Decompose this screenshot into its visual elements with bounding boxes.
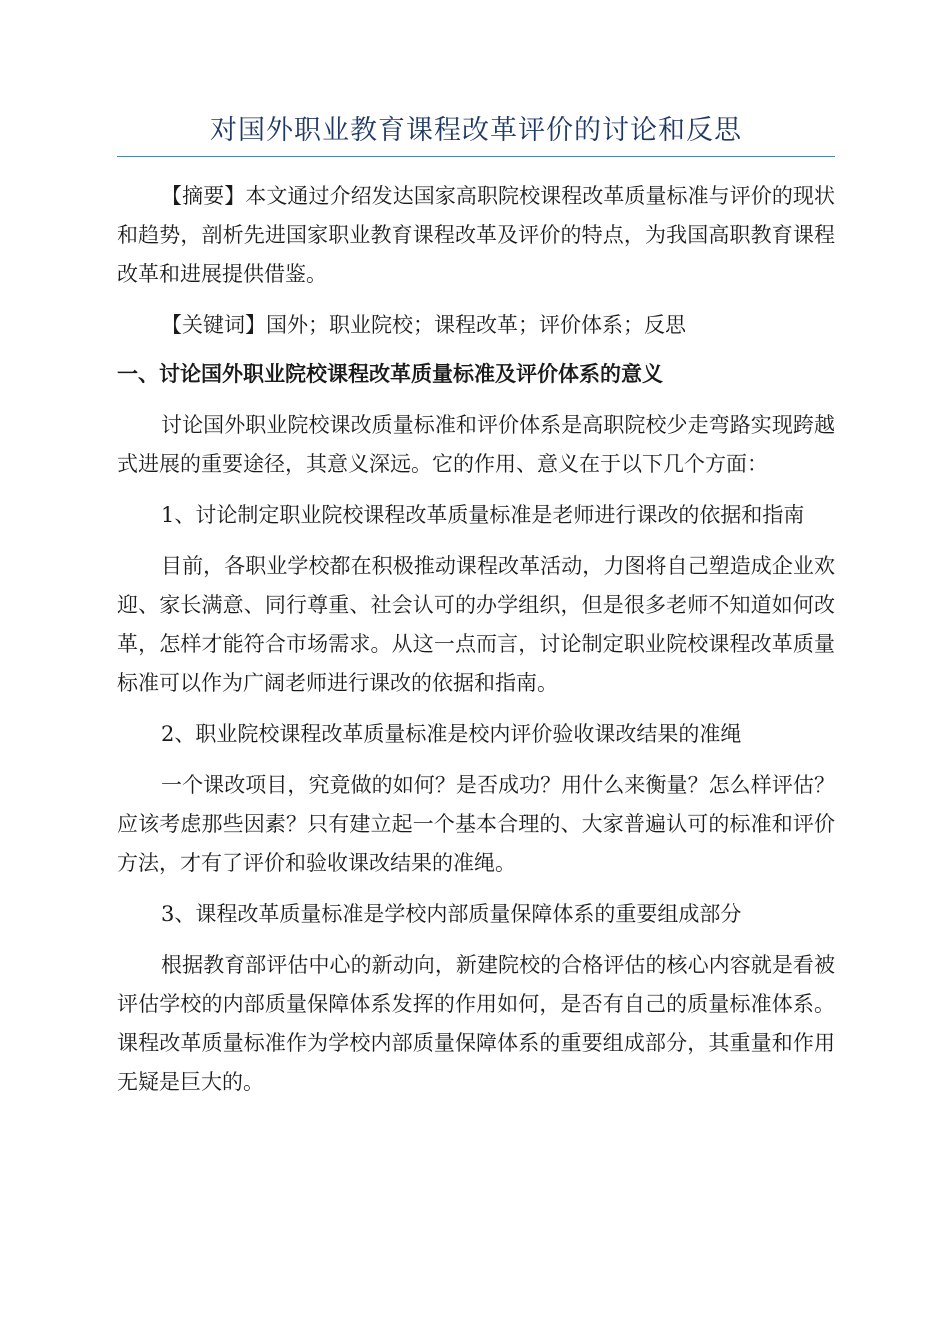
point-1-heading: 1、讨论制定职业院校课程改革质量标准是老师进行课改的依据和指南 <box>161 503 805 527</box>
document-title: 对国外职业教育课程改革评价的讨论和反思 <box>117 108 835 157</box>
point-1-body-paragraph: 目前，各职业学校都在积极推动课程改革活动，力图将自己塑造成企业欢迎、家长满意、同行尊重、社会认可的办学组织，但是很多老师不知道如何改革，怎样才能符合市场需求。从这一点而言，讨论制定职业院校课程改革质量标准可以作为广阔老师进行课改的依据和指南。 <box>117 554 835 695</box>
section-1-intro-paragraph: 讨论国外职业院校课改质量标准和评价体系是高职院校少走弯路实现跨越式进展的重要途径，其意义深远。它的作用、意义在于以下几个方面： <box>117 413 835 476</box>
point-2-body-paragraph: 一个课改项目，究竟做的如何？是否成功？用什么来衡量？怎么样评估？应该考虑那些因素？只有建立起一个基本合理的、大家普遍认可的标准和评价方法，才有了评价和验收课改结果的准绳。 <box>117 773 835 875</box>
keywords-paragraph: 【关键词】国外；职业院校；课程改革；评价体系；反思 <box>161 313 686 337</box>
point-3-body-paragraph: 根据教育部评估中心的新动向，新建院校的合格评估的核心内容就是看被评估学校的内部质量保障体系发挥的作用如何，是否有自己的质量标准体系。课程改革质量标准作为学校内部质量保障体系的重要组成部分，其重量和作用无疑是巨大的。 <box>117 953 835 1094</box>
point-3-heading: 3、课程改革质量标准是学校内部质量保障体系的重要组成部分 <box>161 902 742 926</box>
abstract-paragraph: 【摘要】本文通过介绍发达国家高职院校课程改革质量标准与评价的现状和趋势，剖析先进国家职业教育课程改革及评价的特点，为我国高职教育课程改革和进展提供借鉴。 <box>117 184 835 286</box>
point-2-heading: 2、职业院校课程改革质量标准是校内评价验收课改结果的准绳 <box>161 722 742 746</box>
document-page <box>117 108 835 1102</box>
section-1-heading: 一、讨论国外职业院校课程改革质量标准及评价体系的意义 <box>117 362 663 386</box>
